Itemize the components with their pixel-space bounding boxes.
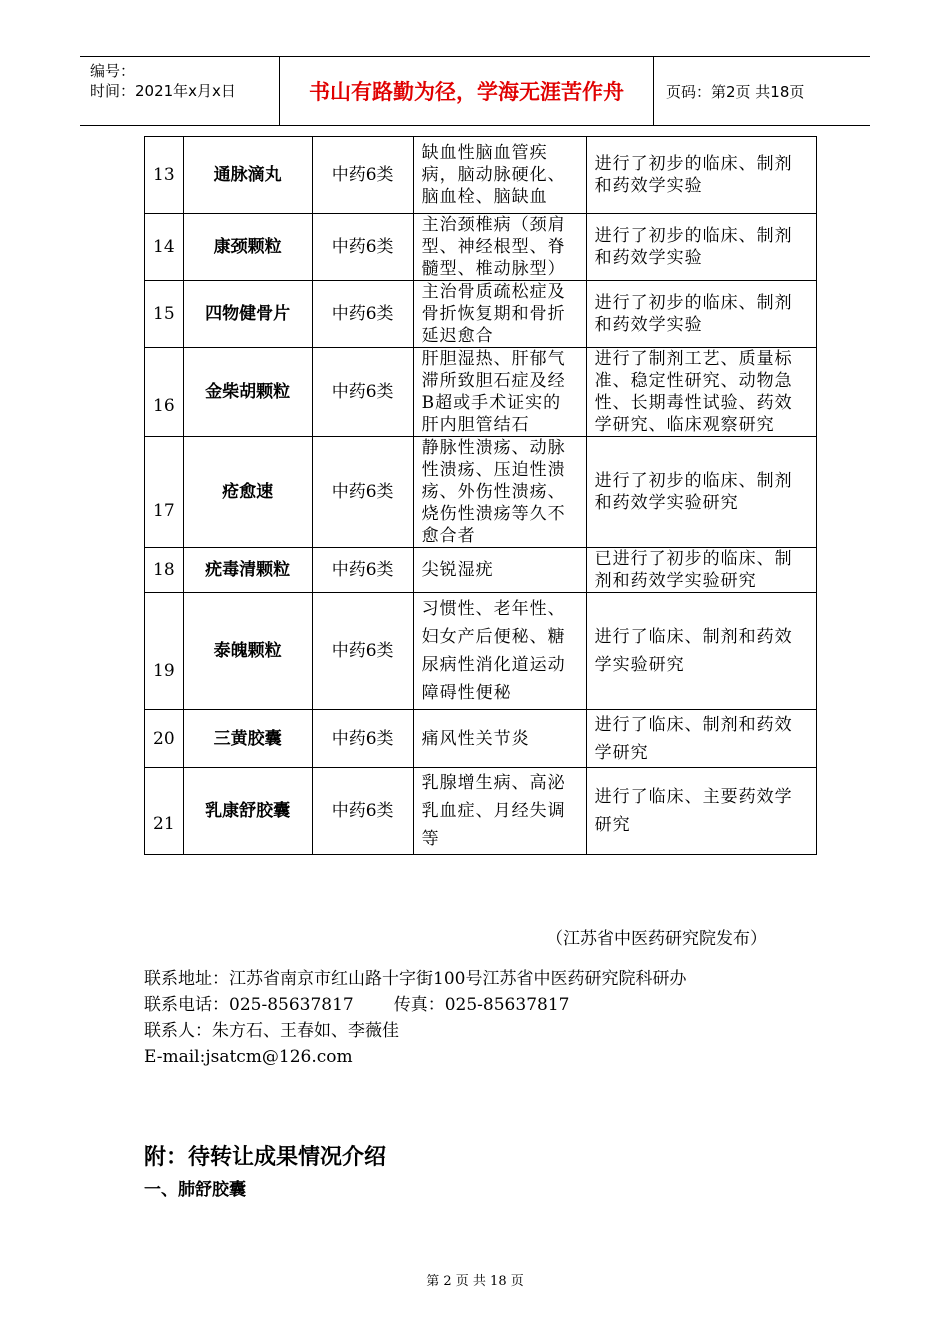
product-name: 康颈颗粒	[183, 214, 312, 281]
results-table	[144, 136, 817, 855]
product-indication: 痛风性关节炎	[413, 710, 586, 768]
research-status: 进行了初步的临床、制剂和药效学实验	[586, 137, 816, 214]
research-status: 进行了临床、主要药效学研究	[586, 768, 816, 855]
row-number: 15	[145, 281, 184, 348]
contact-phone: 联系电话：025-85637817	[144, 995, 354, 1015]
row-number: 16	[145, 348, 184, 437]
product-name: 疣毒清颗粒	[183, 548, 312, 593]
product-name: 四物健骨片	[183, 281, 312, 348]
product-indication: 乳腺增生病、高泌乳血症、月经失调等	[413, 768, 586, 855]
product-category: 中药6类	[312, 437, 413, 548]
product-name: 三黄胶囊	[183, 710, 312, 768]
table-row	[145, 437, 817, 548]
product-indication: 缺血性脑血管疾病，脑动脉硬化、脑血栓、脑缺血	[413, 137, 586, 214]
research-status: 进行了初步的临床、制剂和药效学实验	[586, 281, 816, 348]
contact-person: 联系人：朱方石、王春如、李薇佳	[144, 1021, 399, 1041]
product-name: 泰魄颗粒	[183, 593, 312, 710]
product-indication: 尖锐湿疣	[413, 548, 586, 593]
product-category: 中药6类	[312, 348, 413, 437]
row-number: 20	[145, 710, 184, 768]
table-row	[145, 710, 817, 768]
product-category: 中药6类	[312, 548, 413, 593]
product-indication: 主治骨质疏松症及骨折恢复期和骨折延迟愈合	[413, 281, 586, 348]
header-page-info: 页码：第2页 共18页	[666, 82, 805, 101]
table-row	[145, 548, 817, 593]
product-name: 乳康舒胶囊	[183, 768, 312, 855]
product-indication: 静脉性溃疡、动脉性溃疡、压迫性溃疡、外伤性溃疡、烧伤性溃疡等久不愈合者	[413, 437, 586, 548]
contact-fax: 传真：025-85637817	[393, 995, 570, 1015]
contact-block	[144, 966, 686, 1070]
section-title: 一、肺舒胶囊	[144, 1180, 246, 1200]
row-number: 14	[145, 214, 184, 281]
product-indication: 主治颈椎病（颈肩型、神经根型、脊髓型、椎动脉型）	[413, 214, 586, 281]
table-row	[145, 281, 817, 348]
product-category: 中药6类	[312, 214, 413, 281]
page-footer: 第 2 页 共 18 页	[426, 1274, 524, 1289]
product-category: 中药6类	[312, 593, 413, 710]
contact-phone-line	[144, 992, 686, 1018]
attachment-title: 附：待转让成果情况介绍	[144, 1145, 387, 1170]
header-meta	[80, 57, 280, 125]
contact-address: 联系地址：江苏省南京市红山路十字街100号江苏省中医药研究院科研办	[144, 969, 687, 989]
row-number: 19	[145, 593, 184, 710]
product-indication: 习惯性、老年性、妇女产后便秘、糖尿病性消化道运动障碍性便秘	[413, 593, 586, 710]
table-row	[145, 593, 817, 710]
research-status: 进行了制剂工艺、质量标准、稳定性研究、动物急性、长期毒性试验、药效学研究、临床观察研究	[586, 348, 816, 437]
table-row	[145, 137, 817, 214]
row-number: 13	[145, 137, 184, 214]
product-name: 金柴胡颗粒	[183, 348, 312, 437]
row-number: 18	[145, 548, 184, 593]
research-status: 进行了初步的临床、制剂和药效学实验研究	[586, 437, 816, 548]
research-status: 进行了初步的临床、制剂和药效学实验	[586, 214, 816, 281]
table-row	[145, 768, 817, 855]
product-category: 中药6类	[312, 768, 413, 855]
research-status: 已进行了初步的临床、制剂和药效学实验研究	[586, 548, 816, 593]
product-category: 中药6类	[312, 137, 413, 214]
publisher-note: （江苏省中医药研究院发布）	[546, 929, 767, 949]
research-status: 进行了临床、制剂和药效学研究	[586, 710, 816, 768]
doc-number-label: 编号：	[90, 62, 136, 80]
contact-email: E-mail:jsatcm@126.com	[144, 1047, 353, 1067]
row-number: 17	[145, 437, 184, 548]
table-row	[145, 348, 817, 437]
product-name: 通脉滴丸	[183, 137, 312, 214]
table-row	[145, 214, 817, 281]
product-category: 中药6类	[312, 710, 413, 768]
row-number: 21	[145, 768, 184, 855]
page-header	[80, 56, 870, 126]
research-status: 进行了临床、制剂和药效学实验研究	[586, 593, 816, 710]
header-motto: 书山有路勤为径，学海无涯苦作舟	[280, 57, 654, 125]
date-label: 时间：2021年x月x日	[90, 82, 236, 100]
product-category: 中药6类	[312, 281, 413, 348]
product-name: 疮愈速	[183, 437, 312, 548]
product-indication: 肝胆湿热、肝郁气滞所致胆石症及经B超或手术证实的肝内胆管结石	[413, 348, 586, 437]
